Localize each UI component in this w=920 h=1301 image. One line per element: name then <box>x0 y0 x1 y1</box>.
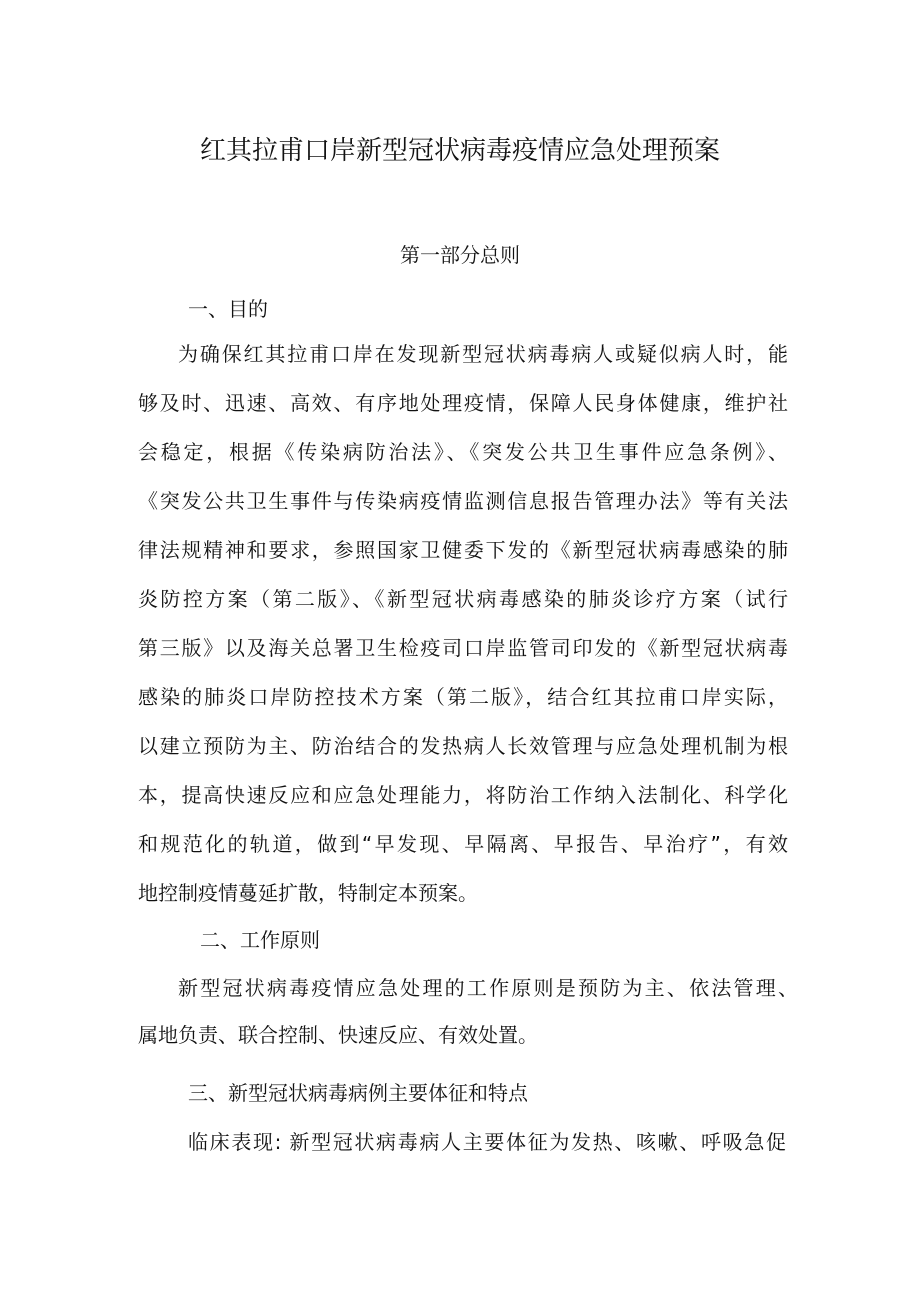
paragraph-line: 地控制疫情蔓延扩散，特制定本预案。 <box>138 881 478 905</box>
part-heading: 第一部分总则 <box>400 243 520 267</box>
document-title: 红其拉甫口岸新型冠状病毒疫情应急处理预案 <box>199 136 720 166</box>
paragraph-line: 新型冠状病毒疫情应急处理的工作原则是预防为主、依法管理、 <box>178 976 798 1000</box>
section-heading-principles: 二、工作原则 <box>200 928 320 952</box>
paragraph-line: 够及时、迅速、高效、有序地处理疫情，保障人民身体健康，维护社 <box>138 391 788 415</box>
paragraph-line: 和规范化的轨道，做到“早发现、早隔离、早报告、早治疗”，有效 <box>138 832 788 856</box>
paragraph-line: 第三版》以及海关总署卫生检疫司口岸监管司印发的《新型冠状病毒 <box>138 636 788 660</box>
paragraph-line: 临床表现: 新型冠状病毒病人主要体征为发热、咳嗽、呼吸急促 <box>188 1130 786 1154</box>
paragraph-line: 律法规精神和要求，参照国家卫健委下发的《新型冠状病毒感染的肺 <box>138 538 788 562</box>
paragraph-line: 《突发公共卫生事件与传染病疫情监测信息报告管理办法》等有关法 <box>138 489 788 513</box>
paragraph-line: 属地负责、联合控制、快速反应、有效处置。 <box>138 1023 538 1047</box>
paragraph-line: 炎防控方案（第二版》、《新型冠状病毒感染的肺炎诊疗方案（试行 <box>138 587 788 611</box>
paragraph-line: 以建立预防为主、防治结合的发热病人长效管理与应急处理机制为根 <box>138 734 788 758</box>
paragraph-line: 本，提高快速反应和应急处理能力，将防治工作纳入法制化、科学化 <box>138 783 788 807</box>
paragraph-line: 为确保红其拉甫口岸在发现新型冠状病毒病人或疑似病人时，能 <box>178 342 788 366</box>
paragraph-line: 感染的肺炎口岸防控技术方案（第二版》，结合红其拉甫口岸实际， <box>138 685 788 709</box>
section-heading-purpose: 一、目的 <box>188 297 268 321</box>
section-heading-symptoms: 三、新型冠状病毒病例主要体征和特点 <box>188 1081 528 1105</box>
paragraph-line: 会稳定，根据《传染病防治法》、《突发公共卫生事件应急条例》、 <box>138 440 788 464</box>
